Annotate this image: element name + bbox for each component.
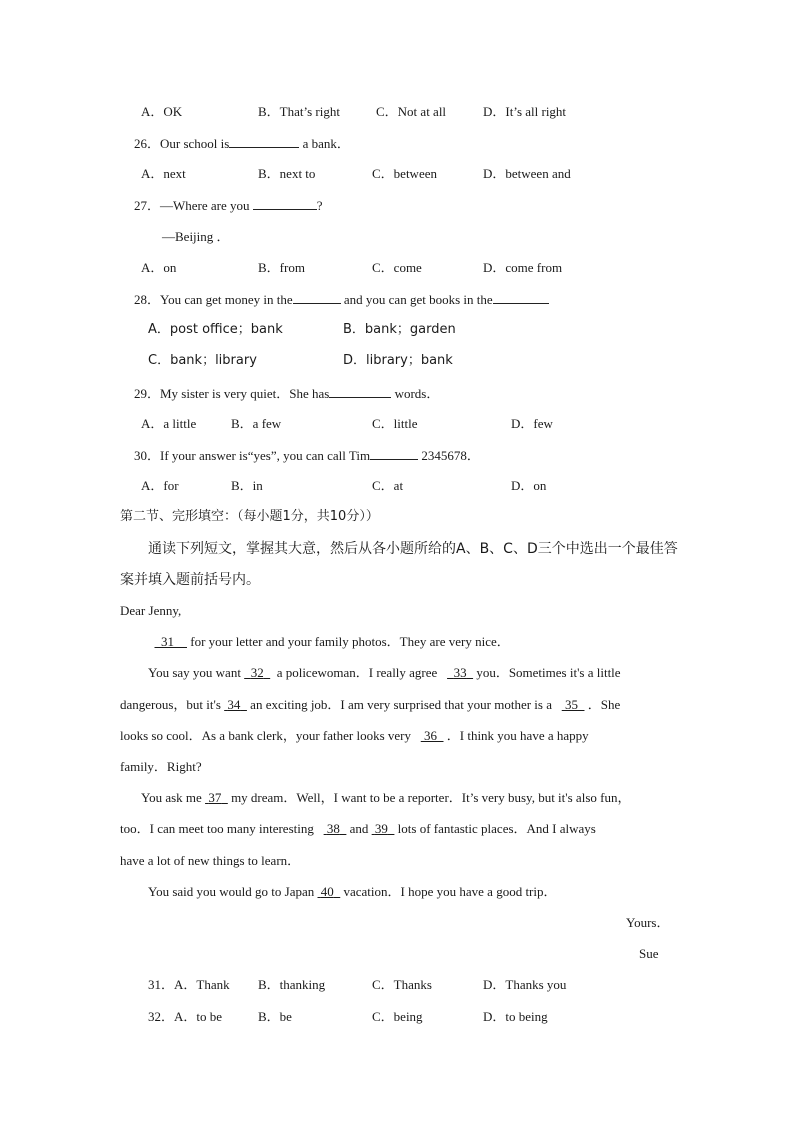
q25-option-a: A．OK	[141, 104, 183, 119]
q25-option-b: B．That’s right	[258, 104, 340, 119]
q27-blank[interactable]	[253, 197, 317, 210]
q31-option-d: D．Thanks you	[483, 977, 567, 992]
blank-31[interactable]: 31	[161, 634, 174, 649]
q29-text-post: words．	[391, 386, 440, 401]
q27-option-b: B．from	[258, 260, 305, 275]
letter-text: too．I can meet too many interesting	[120, 821, 318, 836]
q31-option-a: 31．A．Thank	[148, 977, 230, 992]
q27-stem	[134, 197, 323, 214]
instructions-line-2: 案并填入题前括号内。	[120, 572, 260, 588]
q32-option-c: C．being	[372, 1009, 423, 1024]
q30-stem	[134, 447, 480, 464]
blank-39[interactable]: 39	[374, 821, 388, 836]
q28-blank-2[interactable]	[493, 291, 549, 304]
q30-blank[interactable]	[370, 447, 418, 460]
blank-40[interactable]: 40	[320, 884, 334, 899]
letter-line-4	[120, 728, 589, 744]
letter-line-7	[120, 821, 596, 837]
q29-option-a: A．a little	[141, 416, 197, 431]
q30-text-post: 2345678．	[418, 448, 480, 463]
q28-stem	[134, 291, 549, 308]
q30-option-a: A．for	[141, 478, 179, 493]
blank-33[interactable]: 33	[453, 665, 467, 680]
letter-text: You ask me	[141, 790, 206, 805]
q28-text-pre: 28．You can get money in the	[134, 292, 293, 307]
q29-blank[interactable]	[329, 385, 391, 398]
q26-text-post: a bank．	[299, 136, 350, 151]
q28-option-b: B．bank；garden	[343, 322, 456, 337]
q26-stem	[134, 135, 350, 152]
letter-text: you．Sometimes it's a little	[473, 665, 621, 680]
q31-option-c: C．Thanks	[372, 977, 432, 992]
q29-option-c: C．little	[372, 416, 418, 431]
q27-text-post: ?	[316, 198, 323, 213]
q25-option-d: D．It’s all right	[483, 104, 567, 119]
letter-line-6	[141, 790, 630, 806]
letter-text: vacation．I hope you have a good trip．	[340, 884, 557, 899]
letter-text: my dream．Well，I want to be a reporter．It’s very busy, but it's also fun，	[227, 790, 631, 805]
letter-text: ．She	[587, 697, 621, 712]
q28-option-c: C．bank；library	[148, 353, 257, 368]
letter-greeting: Dear Jenny,	[120, 603, 182, 618]
letter-line-8: have a lot of new things to learn．	[120, 853, 301, 868]
blank-37[interactable]: 37	[208, 790, 222, 805]
q30-option-c: C．at	[372, 478, 404, 493]
q32-option-b: B．be	[258, 1009, 292, 1024]
letter-text: lots of fantastic places．And I always	[394, 821, 596, 836]
q32-option-d: D．to being	[483, 1009, 548, 1024]
blank-36[interactable]: 36	[424, 728, 437, 743]
instructions-line-1: 通读下列短文，掌握其大意，然后从各小题所给的A、B、C、D三个中选出一个最佳答	[148, 541, 678, 557]
letter-text: a policewoman．I really agree	[276, 665, 441, 680]
letter-text: dangerous，but it's	[120, 697, 225, 712]
q29-option-d: D．few	[511, 416, 553, 431]
letter-line-9	[148, 884, 557, 900]
q26-text-pre: 26．Our school is	[134, 136, 230, 151]
q28-text-mid: and you can get books in the	[340, 292, 493, 307]
q28-blank-1[interactable]	[293, 291, 341, 304]
letter-line-2	[148, 665, 621, 681]
blank-32[interactable]: 32	[250, 665, 264, 680]
letter-text: ．I think you have a happy	[446, 728, 589, 743]
q25-option-c: C．Not at all	[376, 104, 447, 119]
q26-blank[interactable]	[229, 135, 299, 148]
q28-option-a: A．post office；bank	[148, 322, 283, 337]
q26-option-a: A．next	[141, 166, 186, 181]
q30-text-pre: 30．If your answer is“yes”, you can call Tim	[134, 448, 371, 463]
q31-option-b: B．thanking	[258, 977, 326, 992]
q27-option-c: C．come	[372, 260, 422, 275]
letter-line-1	[148, 634, 510, 650]
q26-option-c: C．between	[372, 166, 437, 181]
letter-text: You said you would go to Japan	[148, 884, 318, 899]
letter-text: looks so cool．As a bank clerk，your father looks very	[120, 728, 415, 743]
letter-text: and	[346, 821, 372, 836]
letter-text: You say you want	[148, 665, 245, 680]
letter-line-5: family．Right?	[120, 759, 202, 774]
q28-option-d: D．library；bank	[343, 353, 453, 368]
q26-option-b: B．next to	[258, 166, 316, 181]
q27-reply: —Beijing ．	[162, 229, 230, 244]
q29-stem	[134, 385, 439, 402]
letter-closing: Yours．	[626, 915, 670, 930]
letter-signature: Sue	[639, 946, 659, 961]
blank-38[interactable]: 38	[326, 821, 340, 836]
blank-35[interactable]: 35	[564, 697, 578, 712]
q32-option-a: 32．A．to be	[148, 1009, 223, 1024]
letter-line-3	[120, 697, 620, 713]
q27-option-a: A．on	[141, 260, 177, 275]
q30-option-b: B．in	[231, 478, 263, 493]
q29-text-pre: 29．My sister is very quiet．She has	[134, 386, 330, 401]
q30-option-d: D．on	[511, 478, 547, 493]
section-heading: 第二节、完形填空：（每小题1分，共10分））	[120, 509, 379, 524]
q27-text-pre: 27．—Where are you	[134, 198, 253, 213]
letter-text: for your letter and your family photos．They are very nice．	[187, 634, 510, 649]
q27-option-d: D．come from	[483, 260, 563, 275]
letter-text: an exciting job．I am very surprised that your mother is a	[246, 697, 556, 712]
blank-34[interactable]: 34	[227, 697, 241, 712]
q26-option-d: D．between and	[483, 166, 571, 181]
q29-option-b: B．a few	[231, 416, 282, 431]
